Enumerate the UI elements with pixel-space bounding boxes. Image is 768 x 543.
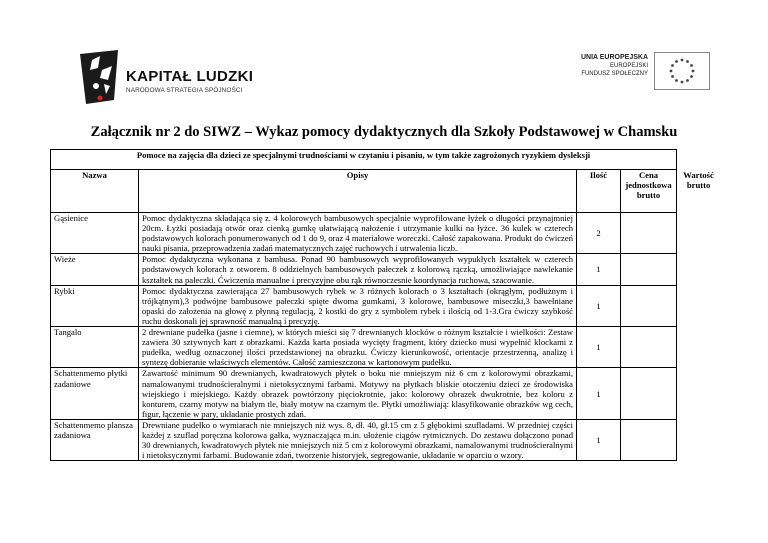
row-name: Tangalo [51,327,139,368]
row-qty: 1 [577,419,621,460]
row-price [621,254,677,285]
section-title: Pomoce na zajęcia dla dzieci ze specjalnymi trudnościami w czytaniu i pisaniu, w tym także zagrożonych ryzykiem dysleksji [51,150,677,170]
eu-logo-line2: EUROPEJSKI [609,63,648,69]
row-price [621,285,677,326]
row-desc: Pomoc dydaktyczna zawierająca 27 bambusowych rybek w 3 różnych kolorach o 3 kształtach (okrągłym, podłużnym i trójkątnym),3 podwójne bambusowe pałeczki spięte dwoma gumkami, 3 kolorowe, bambusowe miseczki,3 bawełniane opaski do założenia na głowę z płynną regulacją, 2 kostki do gry z symbolem rybek i ilością od 1-3.Gra ćwiczy szybkość ruchu doskonali jej sprawność manualną i precyzję. [139,285,577,326]
row-name: Rybki [51,285,139,326]
table-row [51,327,721,368]
row-desc: 2 drewniane pudełka (jasne i ciemne), w których mieści się 7 drewnianych klocków o różnym kształcie i wielkości: Zestaw zawiera 30 sztywnych kart z obrazkami. Każda karta posiada wycięty fragment, który dziecko musi wypełnić klockami z pudełka, według oznaczonej ilości przedstawionej na obrazku. Ćwiczy kierunkowość, orientacje przestrzenną, analizę i syntezę dobieranie właściwych elementów. Całość zamieszczona w kartonowym pudełku. [139,327,577,368]
logo-left-title: KAPITAŁ LUDZKI [126,68,254,85]
row-desc: Drewniane pudełko o wymiarach nie mniejszych niż wys. 8, dł. 40, gł.15 cm z 5 głębokimi szufladami. W przedniej części każdej z szuflad poręczna kolorowa gałka, wyznaczająca m.in. ułożenie ciągów rytmicznych. Do zestawu dołączono ponad 30 drewnianych, kwadratowych płytek nie mniejszych niż 5 cm z kolorowymi obrazkami, namalowanymi trudnościeralnymi i nietoksycznymi farbami. Budowanie zdań, tworzenie historyjek, segregowanie, układanie w oparciu o wzory. [139,419,577,460]
row-value [677,285,721,326]
document-title: Załącznik nr 2 do SIWZ – Wykaz pomocy dydaktycznych dla Szkoły Podstawowej w Chamsku [90,124,678,140]
row-price [621,327,677,368]
row-name: Wieże [51,254,139,285]
row-qty: 1 [577,368,621,419]
row-name: Gąsienice [51,213,139,254]
col-header-desc: Opisy [139,170,577,213]
eu-logo-line3: FUNDUSZ SPOŁECZNY [581,71,648,77]
logo-left-subtitle: NARODOWA STRATEGIA SPÓJNOŚCI [126,87,243,94]
row-price [621,368,677,419]
table-row [51,285,721,326]
row-desc: Pomoc dydaktyczna wykonana z bambusa. Ponad 90 bambusowych wyprofilowanych wypukłych kształtek w czterech podstawowych kolorach z otworem. 8 oddzielnych bambusowych pałeczek z kolorową rączką, umożliwiające nawlekanie kształtek na pałeczki. Ćwiczenia manualne i precyzyjne obu rąk równoczesnie koordynacja ruchowa, szacowanie. [139,254,577,285]
row-qty: 1 [577,285,621,326]
kapital-ludzki-emblem-icon [76,50,122,106]
eu-logo-line1: UNIA EUROPEJSKA [580,54,648,61]
col-header-qty: Ilość [577,170,621,213]
table-row [51,419,721,460]
row-name: Schattenmemo płytki zadaniowe [51,368,139,419]
section-row [51,150,721,170]
col-header-value: Wartość brutto [683,169,714,190]
row-desc: Zawartość minimum 90 drewnianych, kwadratowych płytek o boku nie mniejszym niż 6 cm z kolorowymi obrazkami, namalowanymi trudnościeralnymi i nietoksycznymi farbami. Motywy na płytkach bliskie otoczeniu dzieci ze środowiska wiejskiego i miejskiego. Każdy obrazek powtórzony pięciokrotnie, jako: kolorowy obrazek dwukrotnie, bez koloru z konturem, czarny motyw na białym tle, biały motyw na czarnym tle. Płytki umożliwiają: klasyfikowanie obrazków wg cech, figur, łączenie w pary, układanie prostych zdań. [139,368,577,419]
table-row [51,213,721,254]
row-value [677,213,721,254]
col-header-price: Cena jednostkowa brutto [621,170,677,213]
row-value [677,368,721,419]
row-value [677,254,721,285]
items-table [50,149,721,461]
row-desc: Pomoc dydaktyczna składająca się z. 4 kolorowych bambusowych specjalnie wyprofilowane łyżek o długości przynajmniej 20cm. Łyżki posiadają otwór oraz cienką gumkę ułatwiającą nałożenie i utrzymanie kulki na łyżce. 36 kulek w czterech podstawowych kolorach ponumerowanych od 1 do 9, oraz 4 materiałowe woreczki. Całość zapakowana. Produkt do ćwiczeń nauki pisania, przeprowadzenia zadań matematycznych zajęć ruchowych i utrwalenia liczb. [139,213,577,254]
row-price [621,419,677,460]
table-header-row [51,170,721,213]
row-value [677,419,721,460]
eu-logo-text [581,54,648,78]
row-qty: 2 [577,213,621,254]
section-empty-cell [677,150,721,170]
table-row [51,254,721,285]
row-value [677,327,721,368]
col-header-name: Nazwa [51,170,139,213]
eu-logo [566,52,716,92]
row-qty: 1 [577,327,621,368]
row-qty: 1 [577,254,621,285]
eu-flag-icon [654,52,710,90]
kapital-ludzki-logo [76,50,266,106]
row-name: Schattenmemo plansza zadaniowa [51,419,139,460]
table-row [51,368,721,419]
row-price [621,213,677,254]
